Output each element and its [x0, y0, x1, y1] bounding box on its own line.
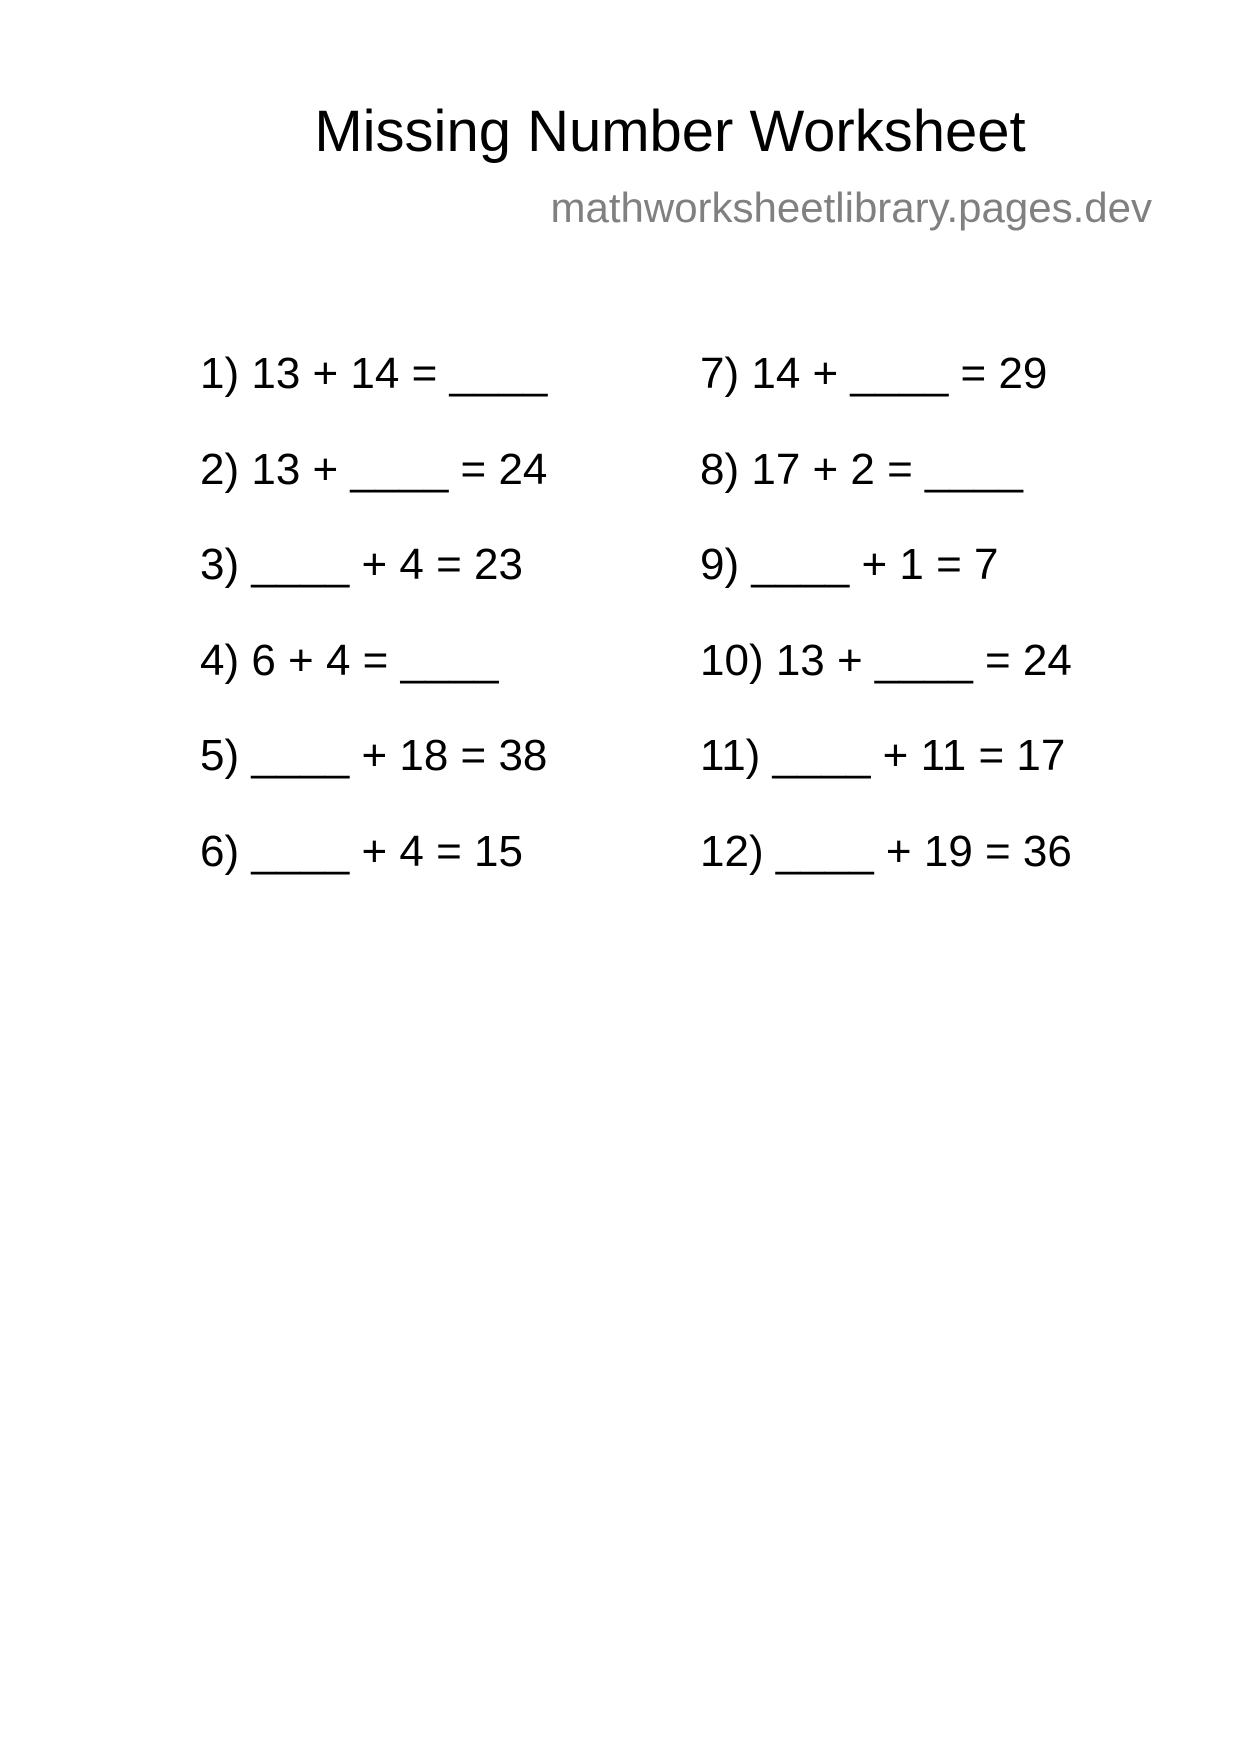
problem-3: 3) ____ + 4 = 23: [200, 540, 523, 589]
source-url: mathworksheetlibrary.pages.dev: [550, 184, 1152, 231]
problem-column-right: [700, 346, 1072, 919]
problem-5: 5) ____ + 18 = 38: [200, 731, 548, 780]
problem-11: 11) ____ + 11 = 17: [700, 731, 1066, 780]
problem-7: 7) 14 + ____ = 29: [700, 349, 1048, 398]
problem-6: 6) ____ + 4 = 15: [200, 826, 523, 876]
worksheet-title: Missing Number Worksheet: [314, 99, 1026, 164]
problem-10: 10) 13 + ____ = 24: [700, 635, 1072, 685]
problem-8: 8) 17 + 2 = ____: [700, 444, 1023, 494]
problem-1: 1) 13 + 14 = ____: [200, 349, 548, 398]
problem-2: 2) 13 + ____ = 24: [200, 444, 548, 494]
problem-9: 9) ____ + 1 = 7: [700, 540, 999, 589]
problem-12: 12) ____ + 19 = 36: [700, 826, 1072, 876]
problem-column-left: [200, 346, 547, 919]
problem-4: 4) 6 + 4 = ____: [200, 635, 499, 685]
